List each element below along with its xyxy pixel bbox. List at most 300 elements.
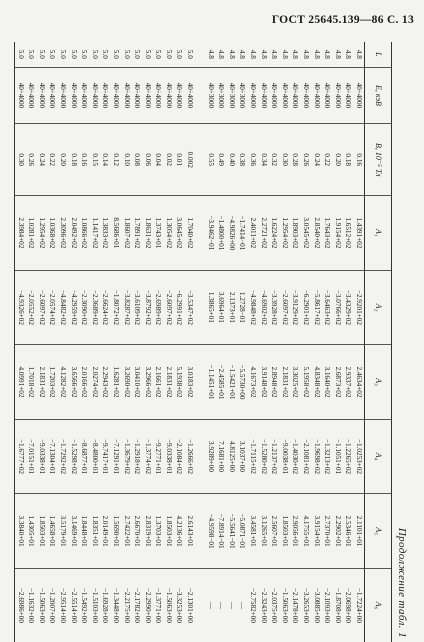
cell-a1: 2.4011+02 (247, 196, 258, 271)
cell-a3: 3.9148+02 (258, 345, 269, 420)
cell-l: 5.0 (48, 49, 57, 59)
cell-l: 4.8 (291, 49, 300, 59)
cell-a1: 1.3833+02 (100, 196, 111, 271)
cell-a4: −1.2137+02 (269, 419, 280, 494)
cell-a1: 1.7040+02 (185, 196, 196, 271)
cell-l: 4.8 (259, 49, 268, 59)
cell-l: 4.8 (217, 49, 226, 59)
cell-a1: 2.2721+02 (258, 196, 269, 271)
cell-a5: −4.9598−01 (205, 494, 216, 569)
cell-a3: 2.9337+02 (343, 345, 354, 420)
cell-a6: −1.7224+00 (353, 568, 364, 642)
table-row (353, 42, 364, 642)
cell-e: 40÷4000 (258, 67, 269, 124)
cell-e: 40÷4000 (174, 67, 185, 124)
cell-a5: 3.1469+01 (68, 494, 79, 569)
cell-a5: 3.1265+01 (258, 494, 269, 569)
cell-a2: −6.2991+02 (174, 270, 185, 345)
cell-a5: 2.7370+01 (322, 494, 333, 569)
cell-a4: −9.0338+01 (36, 419, 47, 494)
cell-e: 40÷4000 (300, 67, 311, 124)
cell-e: 40÷4000 (322, 67, 333, 124)
cell-e: 40÷4000 (110, 67, 121, 124)
cell-a6: −2.1093+00 (322, 568, 333, 642)
cell-a5: 2.9056+01 (290, 494, 301, 569)
continuation-title: Продолжение табл. 1 (396, 527, 408, 638)
cell-e: 40÷4000 (79, 67, 90, 124)
cell-l: 5.0 (101, 49, 110, 59)
cell-a3: −5.5730+00 (237, 345, 248, 420)
table-row (185, 42, 196, 642)
cell-a6: −2.0698+00 (343, 568, 354, 642)
cell-a6: −3.3253+00 (174, 568, 185, 642)
cell-a2: −2.6097+02 (163, 270, 174, 345)
cell-a1: 1.2954+02 (36, 196, 47, 271)
cell-b: 0.04 (153, 124, 164, 196)
cell-a4: −1.3213+02 (322, 419, 333, 494)
cell-b: 0.22 (47, 124, 58, 196)
cell-a5: 1.8503+01 (163, 494, 174, 569)
cell-b: 0.02 (163, 124, 174, 196)
cell-b: 0.20 (332, 124, 343, 196)
cell-l: 5.0 (154, 49, 163, 59)
cell-a1: 8.5686+01 (110, 196, 121, 271)
cell-a1: 2.8540+02 (311, 196, 322, 271)
cell-a2: −3.8287+02 (121, 270, 132, 345)
cell-a4: −7.0151+01 (26, 419, 37, 494)
header-A4: A₄ (365, 419, 392, 494)
cell-a4: −1.9698+02 (311, 419, 322, 494)
cell-a3: 3.1640+02 (322, 345, 333, 420)
cell-b: 0.14 (100, 124, 111, 196)
table-row (332, 42, 343, 642)
cell-a3: 3.2690+02 (121, 345, 132, 420)
cell-b: 0.40 (226, 124, 237, 196)
cell-a5: 1.5690+01 (110, 494, 121, 569)
cell-a3: 3.6566+02 (68, 345, 79, 420)
cell-a5: 2.0149+01 (100, 494, 111, 569)
cell-a4: −8.6877+01 (79, 419, 90, 494)
cell-e: 40÷4000 (332, 67, 343, 124)
cell-a1: 1.3743+01 (153, 196, 164, 271)
cell-a6: — (216, 568, 227, 642)
table-header-row (365, 42, 392, 642)
cell-a5: 3.3840+01 (15, 494, 26, 569)
separator-cell (195, 124, 205, 196)
cell-a4: −1.2265+02 (343, 419, 354, 494)
cell-a2: −3.6109+02 (132, 270, 143, 345)
table-row (226, 42, 237, 642)
cell-a5: 2.7422+01 (121, 494, 132, 569)
cell-a2: −4.2959+02 (68, 270, 79, 345)
cell-b: 0.18 (68, 124, 79, 196)
cell-b: 0.22 (322, 124, 333, 196)
cell-a6: −2.1301+00 (185, 568, 196, 642)
cell-a5: 2.6670+01 (132, 494, 143, 569)
cell-b: 0.49 (216, 124, 227, 196)
cell-l: 4.8 (206, 49, 215, 59)
cell-a1: −4.9826+00 (226, 196, 237, 271)
table-row (68, 42, 79, 642)
cell-e: 40÷3000 (216, 67, 227, 124)
cell-a5: 2.1101+01 (353, 494, 364, 569)
cell-a2: −4.8482+02 (57, 270, 68, 345)
cell-a5: 2.6143+01 (185, 494, 196, 569)
cell-a6: −1.3448+00 (110, 568, 121, 642)
cell-a5: 2.2902+01 (332, 494, 343, 569)
cell-l: 4.8 (312, 49, 321, 59)
cell-a1: 1.8903+02 (290, 196, 301, 271)
table-row (163, 42, 174, 642)
cell-a5: 1.4658+01 (47, 494, 58, 569)
cell-a2: 2.1373+01 (226, 270, 237, 345)
cell-e: 40÷4000 (311, 67, 322, 124)
header-B: B, 10⁻⁵ Тл (365, 124, 392, 196)
cell-b: 0.24 (311, 124, 322, 196)
cell-a6: −2.2990+00 (142, 568, 153, 642)
group-separator (195, 42, 205, 642)
cell-b: 0.16 (79, 124, 90, 196)
cell-l: 4.8 (270, 49, 279, 59)
cell-b: 0.15 (89, 124, 100, 196)
cell-b: 0.20 (57, 124, 68, 196)
cell-e: 40÷4000 (279, 67, 290, 124)
cell-e: 40÷4000 (185, 67, 196, 124)
cell-a1: 1.3054+02 (163, 196, 174, 271)
cell-a3: 5.1938+02 (174, 345, 185, 420)
table-body (15, 42, 365, 642)
cell-a3: 3.0410+02 (132, 345, 143, 420)
cell-l: 5.0 (80, 49, 89, 59)
cell-a2: −5.8617+02 (311, 270, 322, 345)
cell-e: 40÷4000 (121, 67, 132, 124)
cell-a5: 1.8503+01 (36, 494, 47, 569)
cell-l: 5.0 (186, 49, 195, 59)
cell-a1: 2.3096+02 (57, 196, 68, 271)
cell-a2: −2.9201+02 (353, 270, 364, 345)
cell-a4: −7.1304+01 (47, 419, 58, 494)
cell-a6: −2.1782+00 (132, 568, 143, 642)
cell-e: 40÷4000 (269, 67, 280, 124)
cell-a3: 3.0183+02 (185, 345, 196, 420)
cell-a1: 1.1417+02 (89, 196, 100, 271)
cell-l: 5.0 (175, 49, 184, 59)
cell-b: 0.36 (247, 124, 258, 196)
cell-e: 40÷3000 (237, 67, 248, 124)
table-row (174, 42, 185, 642)
cell-a3: 2.1831+02 (279, 345, 290, 420)
cell-b: 0.18 (343, 124, 354, 196)
table-row (47, 42, 58, 642)
cell-l: 5.0 (37, 49, 46, 59)
cell-b: 0.30 (15, 124, 26, 196)
cell-a3: 3.3025+02 (290, 345, 301, 420)
cell-e: 40÷4000 (26, 67, 37, 124)
cell-a6: −2.6986+00 (15, 568, 26, 642)
cell-a6: −1.5063+00 (163, 568, 174, 642)
cell-a4: −9.7417+01 (100, 419, 111, 494)
cell-a6: −1.6928+00 (100, 568, 111, 642)
cell-e: 40÷4000 (247, 67, 258, 124)
cell-a1: 1.2954+02 (279, 196, 290, 271)
cell-a4: −2.1081+02 (300, 419, 311, 494)
cell-a5: −5.0871−01 (237, 494, 248, 569)
cell-a1: 1.8631+02 (142, 196, 153, 271)
cell-b: 0.28 (290, 124, 301, 196)
table-row (237, 42, 248, 642)
cell-a3: 3.2966+02 (142, 345, 153, 420)
cell-a5: 2.5607+01 (269, 494, 280, 569)
cell-b: 0.24 (36, 124, 47, 196)
cell-a3: 4.8348+02 (311, 345, 322, 420)
page-header: ГОСТ 25645.139—86 С. 13 (271, 14, 414, 26)
cell-a6: −3.0885+00 (311, 568, 322, 642)
cell-a5: −5.5641−01 (226, 494, 237, 569)
cell-e: 40÷4000 (89, 67, 100, 124)
cell-l: 5.0 (133, 49, 142, 59)
cell-a4: 3.1037+00 (237, 419, 248, 494)
cell-a2: −2.6097+02 (36, 270, 47, 345)
cell-e: 40÷3000 (205, 67, 216, 124)
cell-e: 40÷4000 (142, 67, 153, 124)
table-row (153, 42, 164, 642)
cell-l: 5.0 (27, 49, 36, 59)
cell-a3: 2.1661+02 (153, 345, 164, 420)
cell-a3: −1.5421+01 (226, 345, 237, 420)
cell-l: 4.8 (323, 49, 332, 59)
table-row (300, 42, 311, 642)
cell-a1: 1.0866+02 (79, 196, 90, 271)
cell-a5: 4.1755+01 (300, 494, 311, 569)
cell-b: 0.26 (26, 124, 37, 196)
cell-a2: −3.4329+02 (343, 270, 354, 345)
table-row (258, 42, 269, 642)
table-row (322, 42, 333, 642)
header-A2: A₂ (365, 270, 392, 345)
table-row (89, 42, 100, 642)
cell-a3: 4.1282+02 (57, 345, 68, 420)
cell-b: 0.002 (185, 124, 196, 196)
table-row (121, 42, 132, 642)
table-row (36, 42, 47, 642)
cell-a1: 3.0545+02 (300, 196, 311, 271)
cell-a4: 7.1681+00 (216, 419, 227, 494)
cell-a2: −4.9326+02 (15, 270, 26, 345)
cell-a2: −3.5347+02 (185, 270, 196, 345)
cell-a5: −7.8914−01 (216, 494, 227, 569)
cell-a6: −1.8708+00 (332, 568, 343, 642)
table-row (247, 42, 258, 642)
separator-cell (195, 345, 205, 420)
cell-e: 40÷4000 (57, 67, 68, 124)
header-A6: A₆ (365, 568, 392, 642)
table-row (205, 42, 216, 642)
cell-a6: −2.2175+00 (121, 568, 132, 642)
cell-a4: −1.1051+01 (332, 419, 343, 494)
cell-a3: −2.4585+01 (216, 345, 227, 420)
cell-a1: 3.0645+02 (174, 196, 185, 271)
table-row (110, 42, 121, 642)
cell-e: 40÷4000 (68, 67, 79, 124)
cell-a2: −1.8072+02 (110, 270, 121, 345)
cell-a1: 2.0492+02 (68, 196, 79, 271)
cell-a4: −7.1291+01 (110, 419, 121, 494)
cell-a3: 2.0274+02 (89, 345, 100, 420)
cell-a6: −2.1478+00 (290, 568, 301, 642)
cell-l: 4.8 (333, 49, 342, 59)
cell-b: 0.30 (279, 124, 290, 196)
cell-a2: −3.3928+02 (269, 270, 280, 345)
cell-a2: −2.6097+02 (279, 270, 290, 345)
header-L: L (365, 42, 392, 67)
cell-a4: −2.1084+02 (174, 419, 185, 494)
cell-l: 5.0 (143, 49, 152, 59)
cell-a1: 1.6224+02 (269, 196, 280, 271)
cell-e: 40÷4000 (36, 67, 47, 124)
cell-e: 40÷4000 (343, 67, 354, 124)
cell-a6: −1.5063+00 (36, 568, 47, 642)
cell-l: 5.0 (90, 49, 99, 59)
cell-a6: −1.5492+00 (79, 568, 90, 642)
cell-a3: 4.0991+02 (15, 345, 26, 420)
cell-a1: 1.0281+02 (26, 196, 37, 271)
cell-l: 4.8 (238, 49, 247, 59)
table-row (343, 42, 354, 642)
cell-a5: 1.8448+01 (79, 494, 90, 569)
cell-a4: −1.2666+02 (185, 419, 196, 494)
cell-b: 0.10 (121, 124, 132, 196)
cell-a2: −2.6624+02 (100, 270, 111, 345)
cell-a3: 1.7018+02 (26, 345, 37, 420)
separator-cell (195, 419, 205, 494)
cell-l: 5.0 (122, 49, 131, 59)
cell-a2: 1.2728−01 (237, 270, 248, 345)
cell-a1: 1.6512+02 (343, 196, 354, 271)
cell-a4: −1.6777+02 (15, 419, 26, 494)
cell-e: 40÷3000 (226, 67, 237, 124)
header-E: E, кэВ (365, 67, 392, 124)
table-row (269, 42, 280, 642)
cell-a5: 1.8503+01 (279, 494, 290, 569)
cell-a6: −1.2007+00 (47, 568, 58, 642)
cell-a1: 1.7891+02 (132, 196, 143, 271)
cell-a4: 4.8125+00 (226, 419, 237, 494)
cell-a1: 2.3984+02 (15, 196, 26, 271)
cell-a6: — (205, 568, 216, 642)
cell-a3: −1.1451+01 (205, 345, 216, 420)
table-row (57, 42, 68, 642)
cell-a1: 1.7643+02 (322, 196, 333, 271)
cell-a5: 1.8351+01 (89, 494, 100, 569)
cell-a6: −1.1632+00 (26, 568, 37, 642)
cell-a1: 1.8607+02 (121, 196, 132, 271)
separator-cell (195, 196, 205, 271)
table-row (290, 42, 301, 642)
separator-cell (195, 494, 205, 569)
table-row (132, 42, 143, 642)
table-row (311, 42, 322, 642)
cell-a1: 1.4391+02 (353, 196, 364, 271)
cell-a3: 2.0166+02 (79, 345, 90, 420)
cell-e: 40÷4000 (47, 67, 58, 124)
cell-a5: 2.8319+01 (142, 494, 153, 569)
cell-a1: 1.0368+02 (47, 196, 58, 271)
cell-l: 4.8 (280, 49, 289, 59)
cell-a4: −1.3679+02 (121, 419, 132, 494)
cell-a1: −1.4800+01 (216, 196, 227, 271)
cell-l: 5.0 (164, 49, 173, 59)
table-row (216, 42, 227, 642)
cell-a5: 3.9154+01 (311, 494, 322, 569)
separator-cell (195, 270, 205, 345)
cell-a4: −1.4030+02 (290, 419, 301, 494)
cell-b: 0.08 (132, 124, 143, 196)
cell-b: 0.12 (110, 124, 121, 196)
cell-a2: 1.3865+01 (205, 270, 216, 345)
cell-l: 4.8 (355, 49, 363, 59)
cell-a3: 2.8948+02 (269, 345, 280, 420)
cell-a5: 1.3703+01 (153, 494, 164, 569)
cell-a2: −2.3090+02 (79, 270, 90, 345)
cell-a6: −2.0375+00 (269, 568, 280, 642)
table-row (15, 42, 26, 642)
cell-a2: −6.2901+02 (300, 270, 311, 345)
table-row (279, 42, 290, 642)
table-row (26, 42, 37, 642)
cell-b: 0.26 (300, 124, 311, 196)
cell-a4: −8.4800+01 (89, 419, 100, 494)
cell-e: 40÷4000 (15, 67, 26, 124)
cell-a1: −1.7414−01 (237, 196, 248, 271)
cell-a3: 2.2943+02 (100, 345, 111, 420)
cell-a4: −9.0338+01 (163, 419, 174, 494)
cell-a2: −4.9848+02 (247, 270, 258, 345)
cell-l: 5.0 (69, 49, 78, 59)
cell-e: 40÷4000 (290, 67, 301, 124)
table-row (79, 42, 90, 642)
cell-a3: 2.1831+02 (36, 345, 47, 420)
cell-b: 0.16 (353, 124, 364, 196)
cell-a5: 3.4581+01 (247, 494, 258, 569)
cell-a4: −1.2918+02 (132, 419, 143, 494)
header-A1: A₁ (365, 196, 392, 271)
cell-a6: −2.9514+00 (57, 568, 68, 642)
coefficients-table (14, 42, 392, 642)
cell-a4: −1.5298+02 (68, 419, 79, 494)
cell-a6: −1.3771+00 (153, 568, 164, 642)
cell-a2: −3.9129+02 (290, 270, 301, 345)
cell-a3: 5.1958+02 (300, 345, 311, 420)
cell-a6: −2.5514+00 (68, 568, 79, 642)
cell-a4: −1.5280+02 (258, 419, 269, 494)
cell-a1: 1.9154+02 (332, 196, 343, 271)
cell-a2: −2.6989+02 (153, 270, 164, 345)
cell-e: 40÷4000 (153, 67, 164, 124)
cell-e: 40÷4000 (132, 67, 143, 124)
header-A5: A₅ (365, 494, 392, 569)
cell-a4: −9.2771+01 (153, 419, 164, 494)
header-A3: A₃ (365, 345, 392, 420)
table-row (142, 42, 153, 642)
cell-a4: −1.7292+02 (57, 419, 68, 494)
cell-b: 0.55 (205, 124, 216, 196)
cell-a3: 1.7203+02 (47, 345, 58, 420)
cell-b: 0.06 (142, 124, 153, 196)
cell-a4: −1.3774+02 (142, 419, 153, 494)
cell-a2: 3.6964+01 (216, 270, 227, 345)
cell-l: 4.8 (302, 49, 311, 59)
cell-a6: — (226, 568, 237, 642)
